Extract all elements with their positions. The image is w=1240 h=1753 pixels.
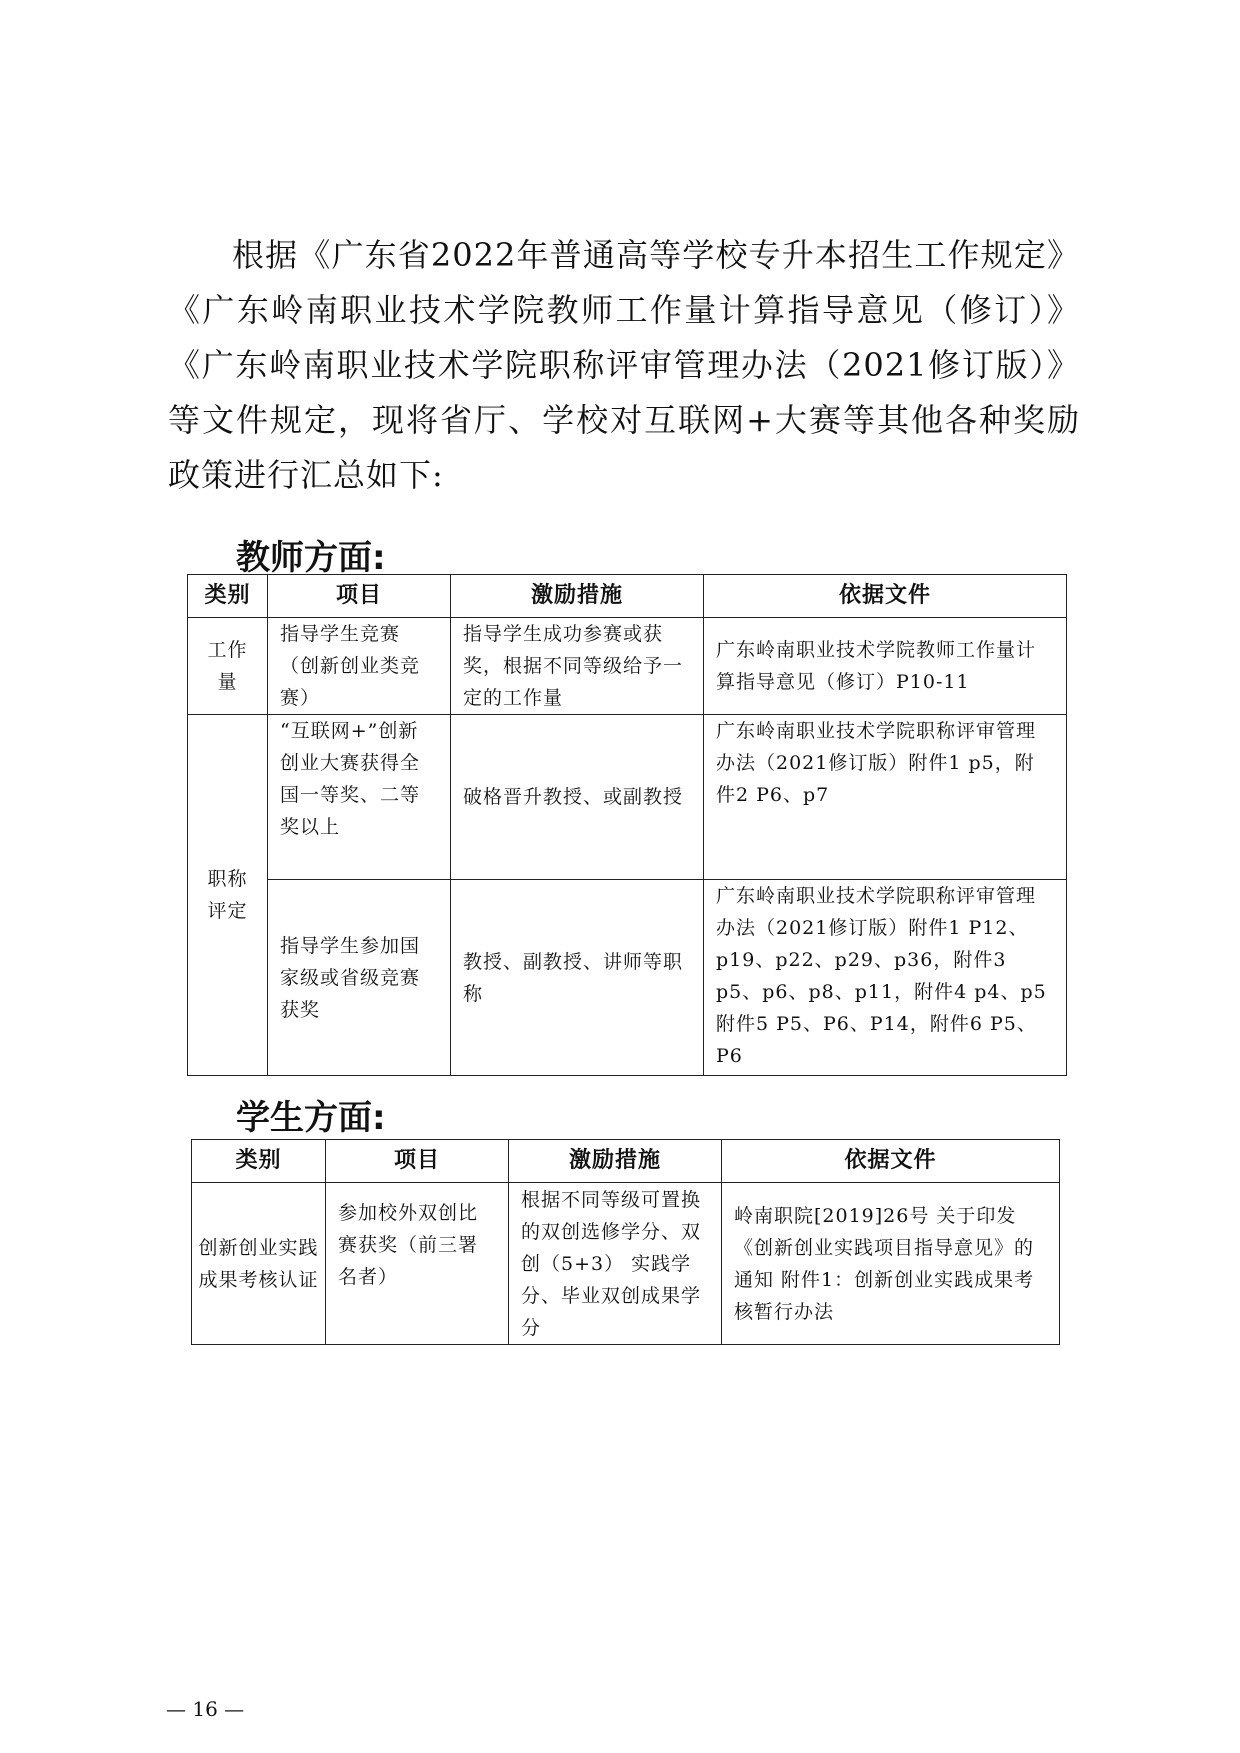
category-cell xyxy=(188,618,268,715)
table-header-row xyxy=(188,575,1067,618)
table-header-row xyxy=(192,1140,1060,1183)
category-text: 工作量 xyxy=(207,639,248,693)
teacher-section-heading: 教师方面: xyxy=(236,538,386,578)
incentive-cell: 教授、副教授、讲师等职称 xyxy=(451,880,704,1076)
page-number: — 16 — xyxy=(166,1697,245,1721)
header-category: 类别 xyxy=(192,1140,326,1183)
header-basis: 依据文件 xyxy=(722,1140,1060,1183)
item-cell: 指导学生竞赛（创新创业类竞赛） xyxy=(268,618,451,715)
student-incentive-table xyxy=(191,1139,1060,1345)
header-item: 项目 xyxy=(326,1140,509,1183)
header-category: 类别 xyxy=(188,575,268,618)
category-text: 职称评定 xyxy=(207,868,248,922)
intro-paragraph: 根据《广东省2022年普通高等学校专升本招生工作规定》《广东岭南职业技术学院教师工作量计算指导意见（修订）》《广东岭南职业技术学院职称评审管理办法（2021修订版）》等文件规定，现将省厅、学校对互联网+大赛等其他各种奖励政策进行汇总如下: xyxy=(168,236,1080,494)
item-cell: “互联网+”创新创业大赛获得全国一等奖、二等奖以上 xyxy=(268,715,451,880)
table-row xyxy=(188,715,1067,880)
incentive-cell: 根据不同等级可置换的双创选修学分、双创（5+3） 实践学分、毕业双创成果学分 xyxy=(509,1183,722,1345)
category-cell: 创新创业实践成果考核认证 xyxy=(192,1183,326,1345)
basis-cell: 广东岭南职业技术学院职称评审管理办法（2021修订版）附件1 P12、p19、p22、p29、p36，附件3 p5、p6、p8、p11，附件4 p4、p5 附件5 P5、P6、P14，附件6 P5、P6 xyxy=(704,880,1067,1076)
item-cell: 参加校外双创比赛获奖（前三署名者） xyxy=(326,1183,509,1345)
header-incentive: 激励措施 xyxy=(451,575,704,618)
table-row xyxy=(192,1183,1060,1345)
incentive-cell: 指导学生成功参赛或获奖，根据不同等级给予一定的工作量 xyxy=(451,618,704,715)
header-basis: 依据文件 xyxy=(704,575,1067,618)
table-row xyxy=(188,618,1067,715)
teacher-incentive-table xyxy=(187,574,1067,1076)
category-cell xyxy=(188,715,268,1076)
item-cell: 指导学生参加国家级或省级竞赛获奖 xyxy=(268,880,451,1076)
basis-cell: 广东岭南职业技术学院教师工作量计算指导意见（修订）P10-11 xyxy=(704,618,1067,715)
basis-cell: 广东岭南职业技术学院职称评审管理办法（2021修订版）附件1 p5，附件2 P6、p7 xyxy=(704,715,1067,880)
basis-cell: 岭南职院[2019]26号 关于印发《创新创业实践项目指导意见》的通知 附件1：创新创业实践成果考核暂行办法 xyxy=(722,1183,1060,1345)
table-row xyxy=(188,880,1067,1076)
header-incentive: 激励措施 xyxy=(509,1140,722,1183)
header-item: 项目 xyxy=(268,575,451,618)
student-section-heading: 学生方面: xyxy=(236,1098,386,1138)
incentive-cell: 破格晋升教授、或副教授 xyxy=(451,715,704,880)
